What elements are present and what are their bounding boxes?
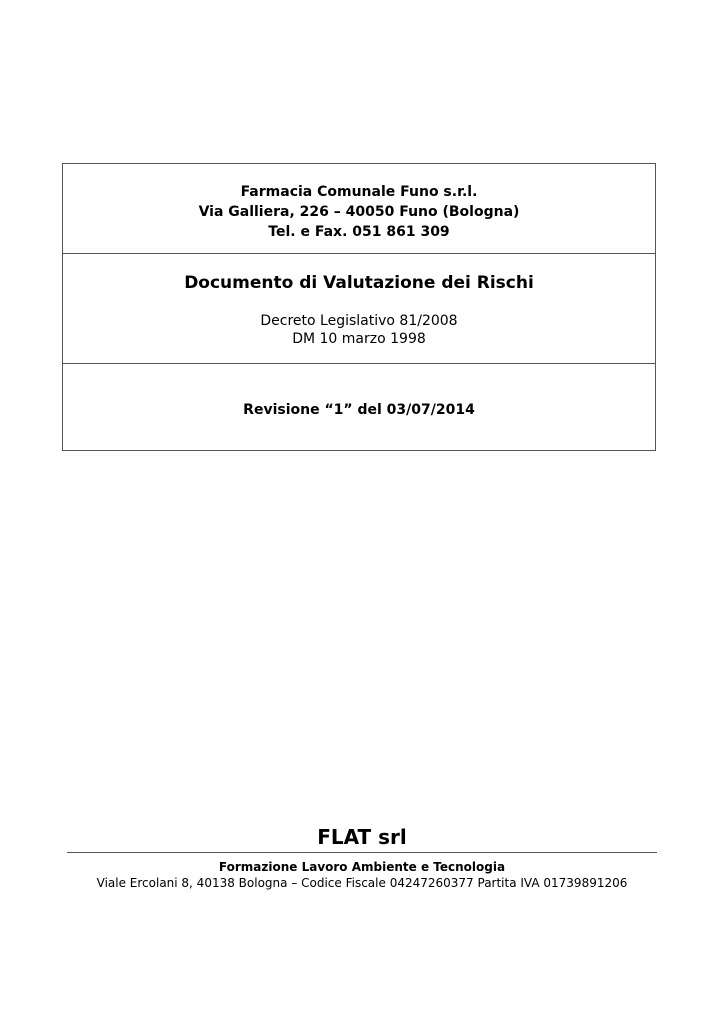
footer-address: Viale Ercolani 8, 40138 Bologna – Codice Fiscale 04247260377 Partita IVA 01739891206 <box>96 876 628 890</box>
company-phone: Tel. e Fax. 051 861 309 <box>268 224 450 240</box>
revision-text: Revisione “1” del 03/07/2014 <box>243 402 475 418</box>
title-section <box>63 253 655 364</box>
cover-box <box>62 163 656 451</box>
header-section <box>63 164 655 254</box>
footer-brand: FLAT srl <box>317 825 407 849</box>
footer-subtitle: Formazione Lavoro Ambiente e Tecnologia <box>218 860 506 874</box>
reference-decree: Decreto Legislativo 81/2008 <box>260 313 458 329</box>
company-block <box>63 182 655 242</box>
document-title: Documento di Valutazione dei Rischi <box>184 273 534 293</box>
revision-section <box>63 363 655 451</box>
reference-dm: DM 10 marzo 1998 <box>292 331 426 347</box>
legal-references <box>63 312 655 348</box>
company-address: Via Galliera, 226 – 40050 Funo (Bologna) <box>198 204 520 220</box>
company-name: Farmacia Comunale Funo s.r.l. <box>240 184 478 200</box>
footer-divider <box>67 852 657 853</box>
